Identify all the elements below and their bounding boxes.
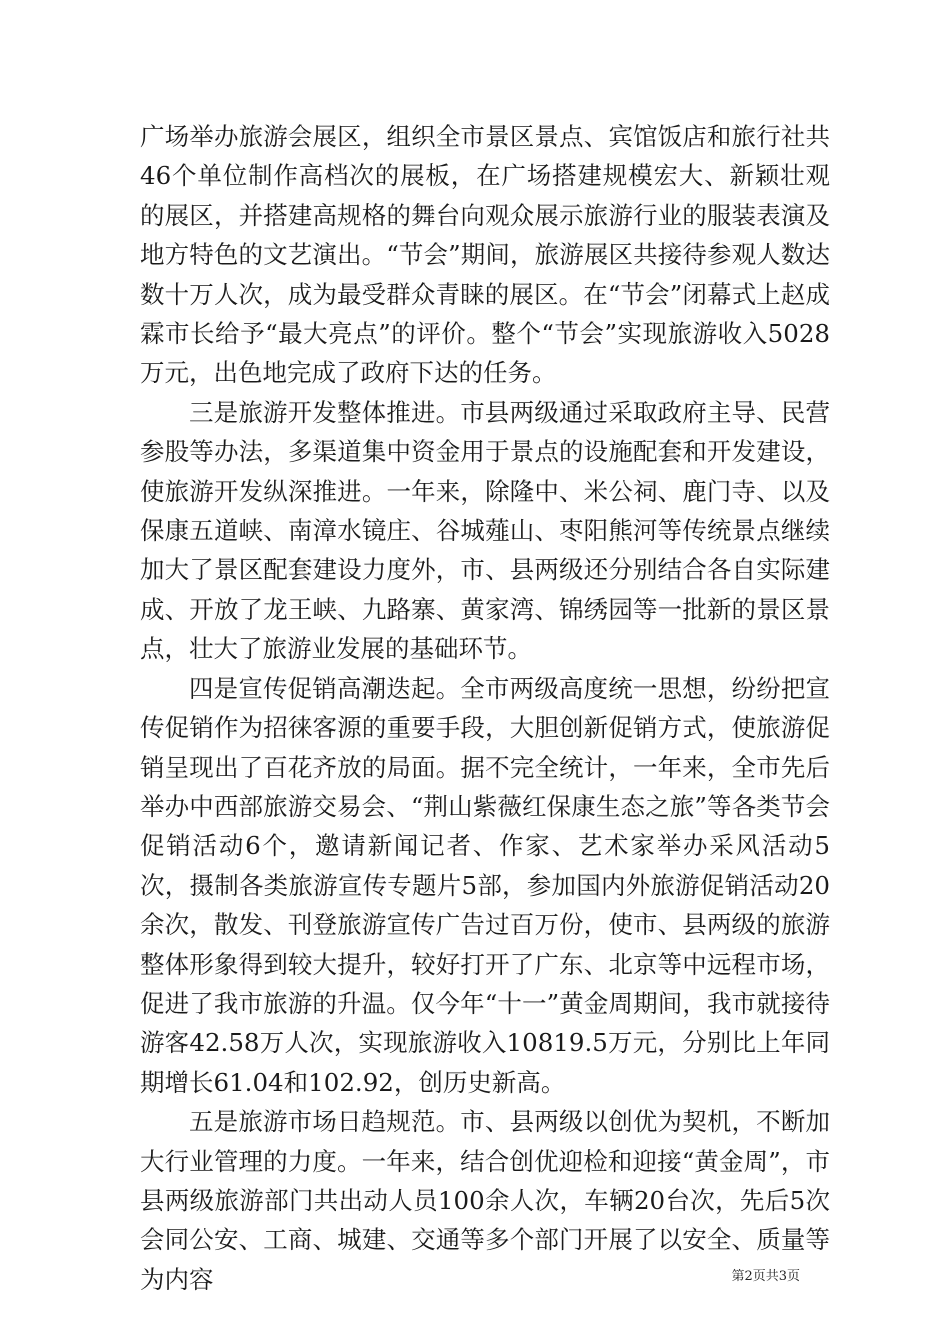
paragraph-2: 三是旅游开发整体推进。市县两级通过采取政府主导、民营参股等办法，多渠道集中资金用于景点的设施配套和开发建设，使旅游开发纵深推进。一年来，除隆中、米公祠、鹿门寺、以及保康五道峡、南漳水镜庄、谷城薤山、枣阳熊河等传统景点继续加大了景区配套建设力度外，市、县两级还分别结合各自实际建成、开放了龙王峡、九路寨、黄家湾、锦绣园等一批新的景区景点，壮大了旅游业发展的基础环节。 (140, 397, 830, 664)
document-body (140, 117, 830, 1299)
paragraph-1: 广场举办旅游会展区，组织全市景区景点、宾馆饭店和旅行社共46个单位制作高档次的展板，在广场搭建规模宏大、新颖壮观的展区，并搭建高规格的舞台向观众展示旅游行业的服装表演及地方特色的文艺演出。“节会”期间，旅游展区共接待参观人数达数十万人次，成为最受群众青睐的展区。在“节会”闭幕式上赵成霖市长给予“最大亮点”的评价。整个“节会”实现旅游收入5028万元，出色地完成了政府下达的任务。 (140, 122, 830, 388)
paragraph-4: 五是旅游市场日趋规范。市、县两级以创优为契机，不断加大行业管理的力度。一年来，结合创优迎检和迎接“黄金周”，市县两级旅游部门共出动人员100余人次，车辆20台次，先后5次会同公安、工商、城建、交通等多个部门开展了以安全、质量等为内容 (140, 1107, 830, 1294)
paragraph-3: 四是宣传促销高潮迭起。全市两级高度统一思想，纷纷把宣传促销作为招徕客源的重要手段，大胆创新促销方式，使旅游促销呈现出了百花齐放的局面。据不完全统计，一年来，全市先后举办中西部旅游交易会、“荆山紫薇红保康生态之旅”等各类节会促销活动6个，邀请新闻记者、作家、艺术家举办采风活动5次，摄制各类旅游宣传专题片5部，参加国内外旅游促销活动20余次，散发、刊登旅游宣传广告过百万份，使市、县两级的旅游整体形象得到较大提升，较好打开了广东、北京等中远程市场，促进了我市旅游的升温。仅今年“十一”黄金周期间，我市就接待游客42.58万人次，实现旅游收入10819.5万元，分别比上年同期增长61.04和102.92，创历史新高。 (140, 673, 830, 1097)
page-number-footer: 第2页共3页 (731, 1269, 800, 1284)
